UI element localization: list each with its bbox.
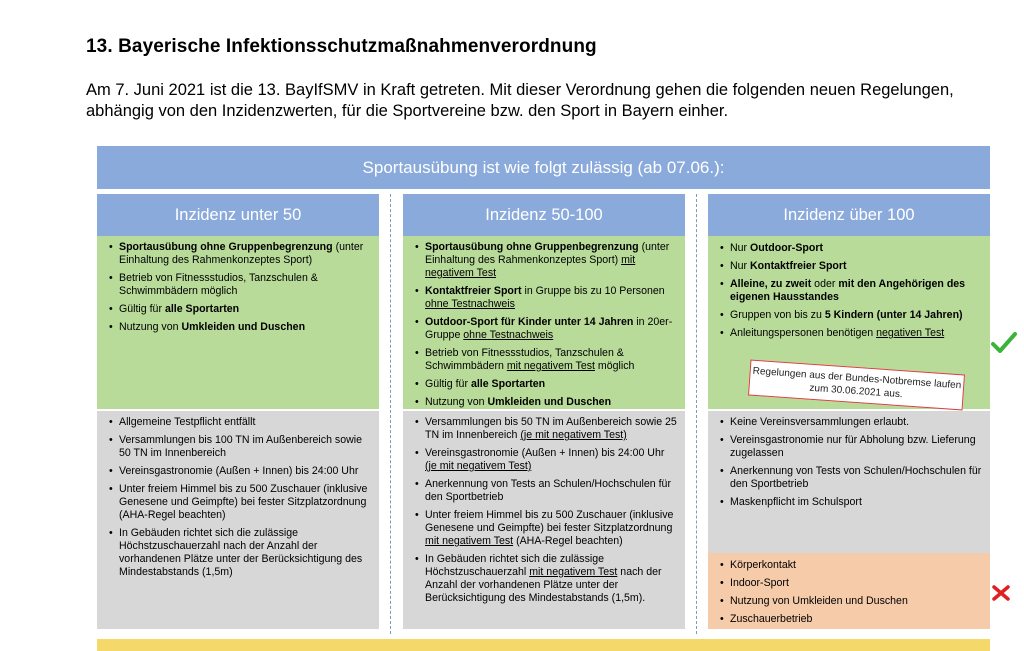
list-item [718,613,982,626]
list-item-text: Zuschauerbetrieb [730,613,813,625]
list-item-text: ohne Testnachweis [425,298,515,310]
list-item-text: Sportausübung ohne Gruppenbegrenzung [119,241,333,253]
list-item-text: Outdoor-Sport [750,242,823,254]
list-item [413,316,677,342]
forbidden-list [718,559,982,626]
list-item-text: Nutzung von Umkleiden und Duschen [730,595,908,607]
page-title: 13. Bayerische Infektionsschutzmaßnahmenverordnung [86,36,597,57]
list-item-text: Gültig für [119,303,165,315]
notbremse-note: Regelungen aus der Bundes-Notbremse laufen zum 30.06.2021 aus. [748,360,965,411]
general-rules-list [413,416,677,605]
list-item-text: Sportausübung ohne Gruppenbegrenzung [425,241,639,253]
list-item [413,416,677,442]
list-item [107,303,371,316]
list-item [718,416,982,429]
list-item-text: alle Sportarten [164,303,240,315]
list-item-text: Indoor-Sport [730,577,789,589]
list-item [718,327,982,340]
general-rules-section [97,411,379,629]
list-item [107,272,371,298]
list-item-text: Nur [730,260,751,272]
list-item [718,242,982,255]
list-item [718,465,982,491]
list-item-text: Nur [730,242,751,254]
list-item-text: In Gebäuden richtet sich die zulässige Höchstzuschauerzahl nach der Anzahl der vorhandenen Plätze unter der Berücksichtigung des Mindestabstands (1,5m) [119,527,363,578]
list-item-text: Kontaktfreier Sport [425,285,522,297]
column-divider [696,194,697,634]
list-item-text: In Gebäuden richtet sich die zulässige Höchstzuschauerzahl [425,553,605,578]
check-icon [990,330,1018,356]
list-item-text: Allgemeine Testpflicht entfällt [119,416,256,428]
general-rules-section [708,411,990,553]
list-item [413,396,677,409]
list-item [718,309,982,322]
allowed-section [403,236,685,409]
list-item [107,321,371,334]
list-item [413,478,677,504]
list-item-text: Alleine, zu zweit [730,278,812,290]
list-item-text: Vereinsgastronomie nur für Abholung bzw. Lieferung zugelassen [730,434,976,459]
forbidden-section [708,553,990,629]
allowed-section [97,236,379,409]
list-item-text: Versammlungen bis 100 TN im Außenbereich sowie 50 TN im Innenbereich [119,434,362,459]
list-item-text: ohne Testnachweis [463,329,554,341]
list-item [718,595,982,608]
list-item-text: mit negativem Test [506,360,595,372]
list-item-text: Gültig für [425,378,471,390]
column-header: Inzidenz unter 50 [97,194,379,236]
list-item [413,509,677,548]
list-item-text: Unter freiem Himmel bis zu 500 Zuschauer (inklusive Genesene und Geimpfte) bei fester Sitzplatzordnung (AHA-Regel beachten) [119,483,368,521]
column-header: Inzidenz 50-100 [403,194,685,236]
list-item-text: (AHA-Regel beachten) [513,535,623,547]
list-item-text: mit negativem Test [529,566,618,578]
column-divider [390,194,391,634]
list-item-text: möglich [594,360,635,372]
list-item-text: Anerkennung von Tests von Schulen/Hochschulen für den Sportbetrieb [730,465,982,490]
cross-icon [990,583,1012,603]
list-item-text: Vereinsgastronomie (Außen + Innen) bis 24:00 Uhr [425,447,665,459]
list-item-text: (unter Einhaltung des Rahmenkonzeptes Sport) [119,241,364,266]
list-item [718,260,982,273]
list-item-text: (unter Einhaltung des Rahmenkonzeptes Sport) [425,241,670,266]
list-item-text: mit negativem Test [425,254,636,279]
list-item-text: oder [811,278,839,290]
list-item-text: Umkleiden und Duschen [487,396,612,408]
list-item-text: Keine Vereinsversammlungen erlaubt. [730,416,910,428]
list-item-text: Versammlungen bis 50 TN im Außenbereich sowie 25 TN im Innenbereich [425,416,677,441]
list-item [107,416,371,429]
list-item [718,278,982,304]
list-item-text: Umkleiden und Duschen [181,321,306,333]
allowed-list [107,241,371,334]
list-item-text: 5 Kindern (unter 14 Jahren) [824,309,963,321]
list-item [413,378,677,391]
list-item [413,447,677,473]
list-item [107,434,371,460]
intro-paragraph: Am 7. Juni 2021 ist die 13. BayIfSMV in Kraft getreten. Mit dieser Verordnung gehen die folgenden neuen Regelungen, abhängig von den Inzidenzwerten, für die Sportvereine bzw. den Sport in Bayern einher. [86,81,954,120]
list-item [718,496,982,509]
column-incidence-over-100 [708,194,990,629]
list-item [107,527,371,579]
general-rules-list [718,416,982,509]
list-item-text: (je mit negativem Test) [520,429,627,441]
list-item [413,553,677,605]
list-item-text: mit den Angehörigen des eigenen Hausstandes [730,278,966,303]
list-item [107,241,371,267]
list-item [718,559,982,572]
list-item-text: Anerkennung von Tests an Schulen/Hochschulen für den Sportbetrieb [425,478,671,503]
general-rules-list [107,416,371,579]
list-item-text: Nutzung von [425,396,488,408]
list-item-text: Outdoor-Sport für Kinder unter 14 Jahren [425,316,634,328]
list-item-text: Vereinsgastronomie (Außen + Innen) bis 24:00 Uhr [119,465,359,477]
list-item-text: Kontaktfreier Sport [750,260,847,272]
list-item-text: negativen Test [876,327,945,339]
list-item-text: alle Sportarten [470,378,546,390]
allowed-list [413,241,677,409]
column-header: Inzidenz über 100 [708,194,990,236]
column-incidence-under-50 [97,194,379,629]
list-item [413,285,677,311]
list-item-text: in 20er-Gruppe [425,316,673,341]
list-item [718,434,982,460]
list-item-text: mit negativem Test [425,535,514,547]
list-item-text: Maskenpflicht im Schulsport [730,496,862,508]
list-item [413,241,677,280]
list-item [107,483,371,522]
rules-banner: Sportausübung ist wie folgt zulässig (ab 07.06.): [97,146,990,189]
list-item-text: Nutzung von [119,321,182,333]
list-item-text: in Gruppe bis zu 10 Personen [521,285,665,297]
column-incidence-50-100 [403,194,685,629]
list-item-text: nach der Anzahl der vorhandenen Plätze unter der Berücksichtigung des Mindestabstands (1,5m). [425,566,662,604]
list-item-text: (je mit negativem Test) [425,460,532,472]
list-item-text: Betrieb von Fitnessstudios, Tanzschulen & Schwimmbädern möglich [119,272,318,297]
list-item [413,347,677,373]
list-item-text: Körperkontakt [730,559,796,571]
list-item [718,577,982,590]
list-item-text: Unter freiem Himmel bis zu 500 Zuschauer (inklusive Genesene und Geimpfte) bei fester Sitzplatzordnung [425,509,674,534]
list-item-text: Gruppen von bis zu [730,309,825,321]
general-rules-section [403,411,685,629]
list-item-text: Anleitungspersonen benötigen [730,327,877,339]
list-item-text: Betrieb von Fitnessstudios, Tanzschulen & Schwimmbädern [425,347,624,372]
allowed-list [718,242,982,340]
footer-strip [97,639,990,651]
list-item [107,465,371,478]
